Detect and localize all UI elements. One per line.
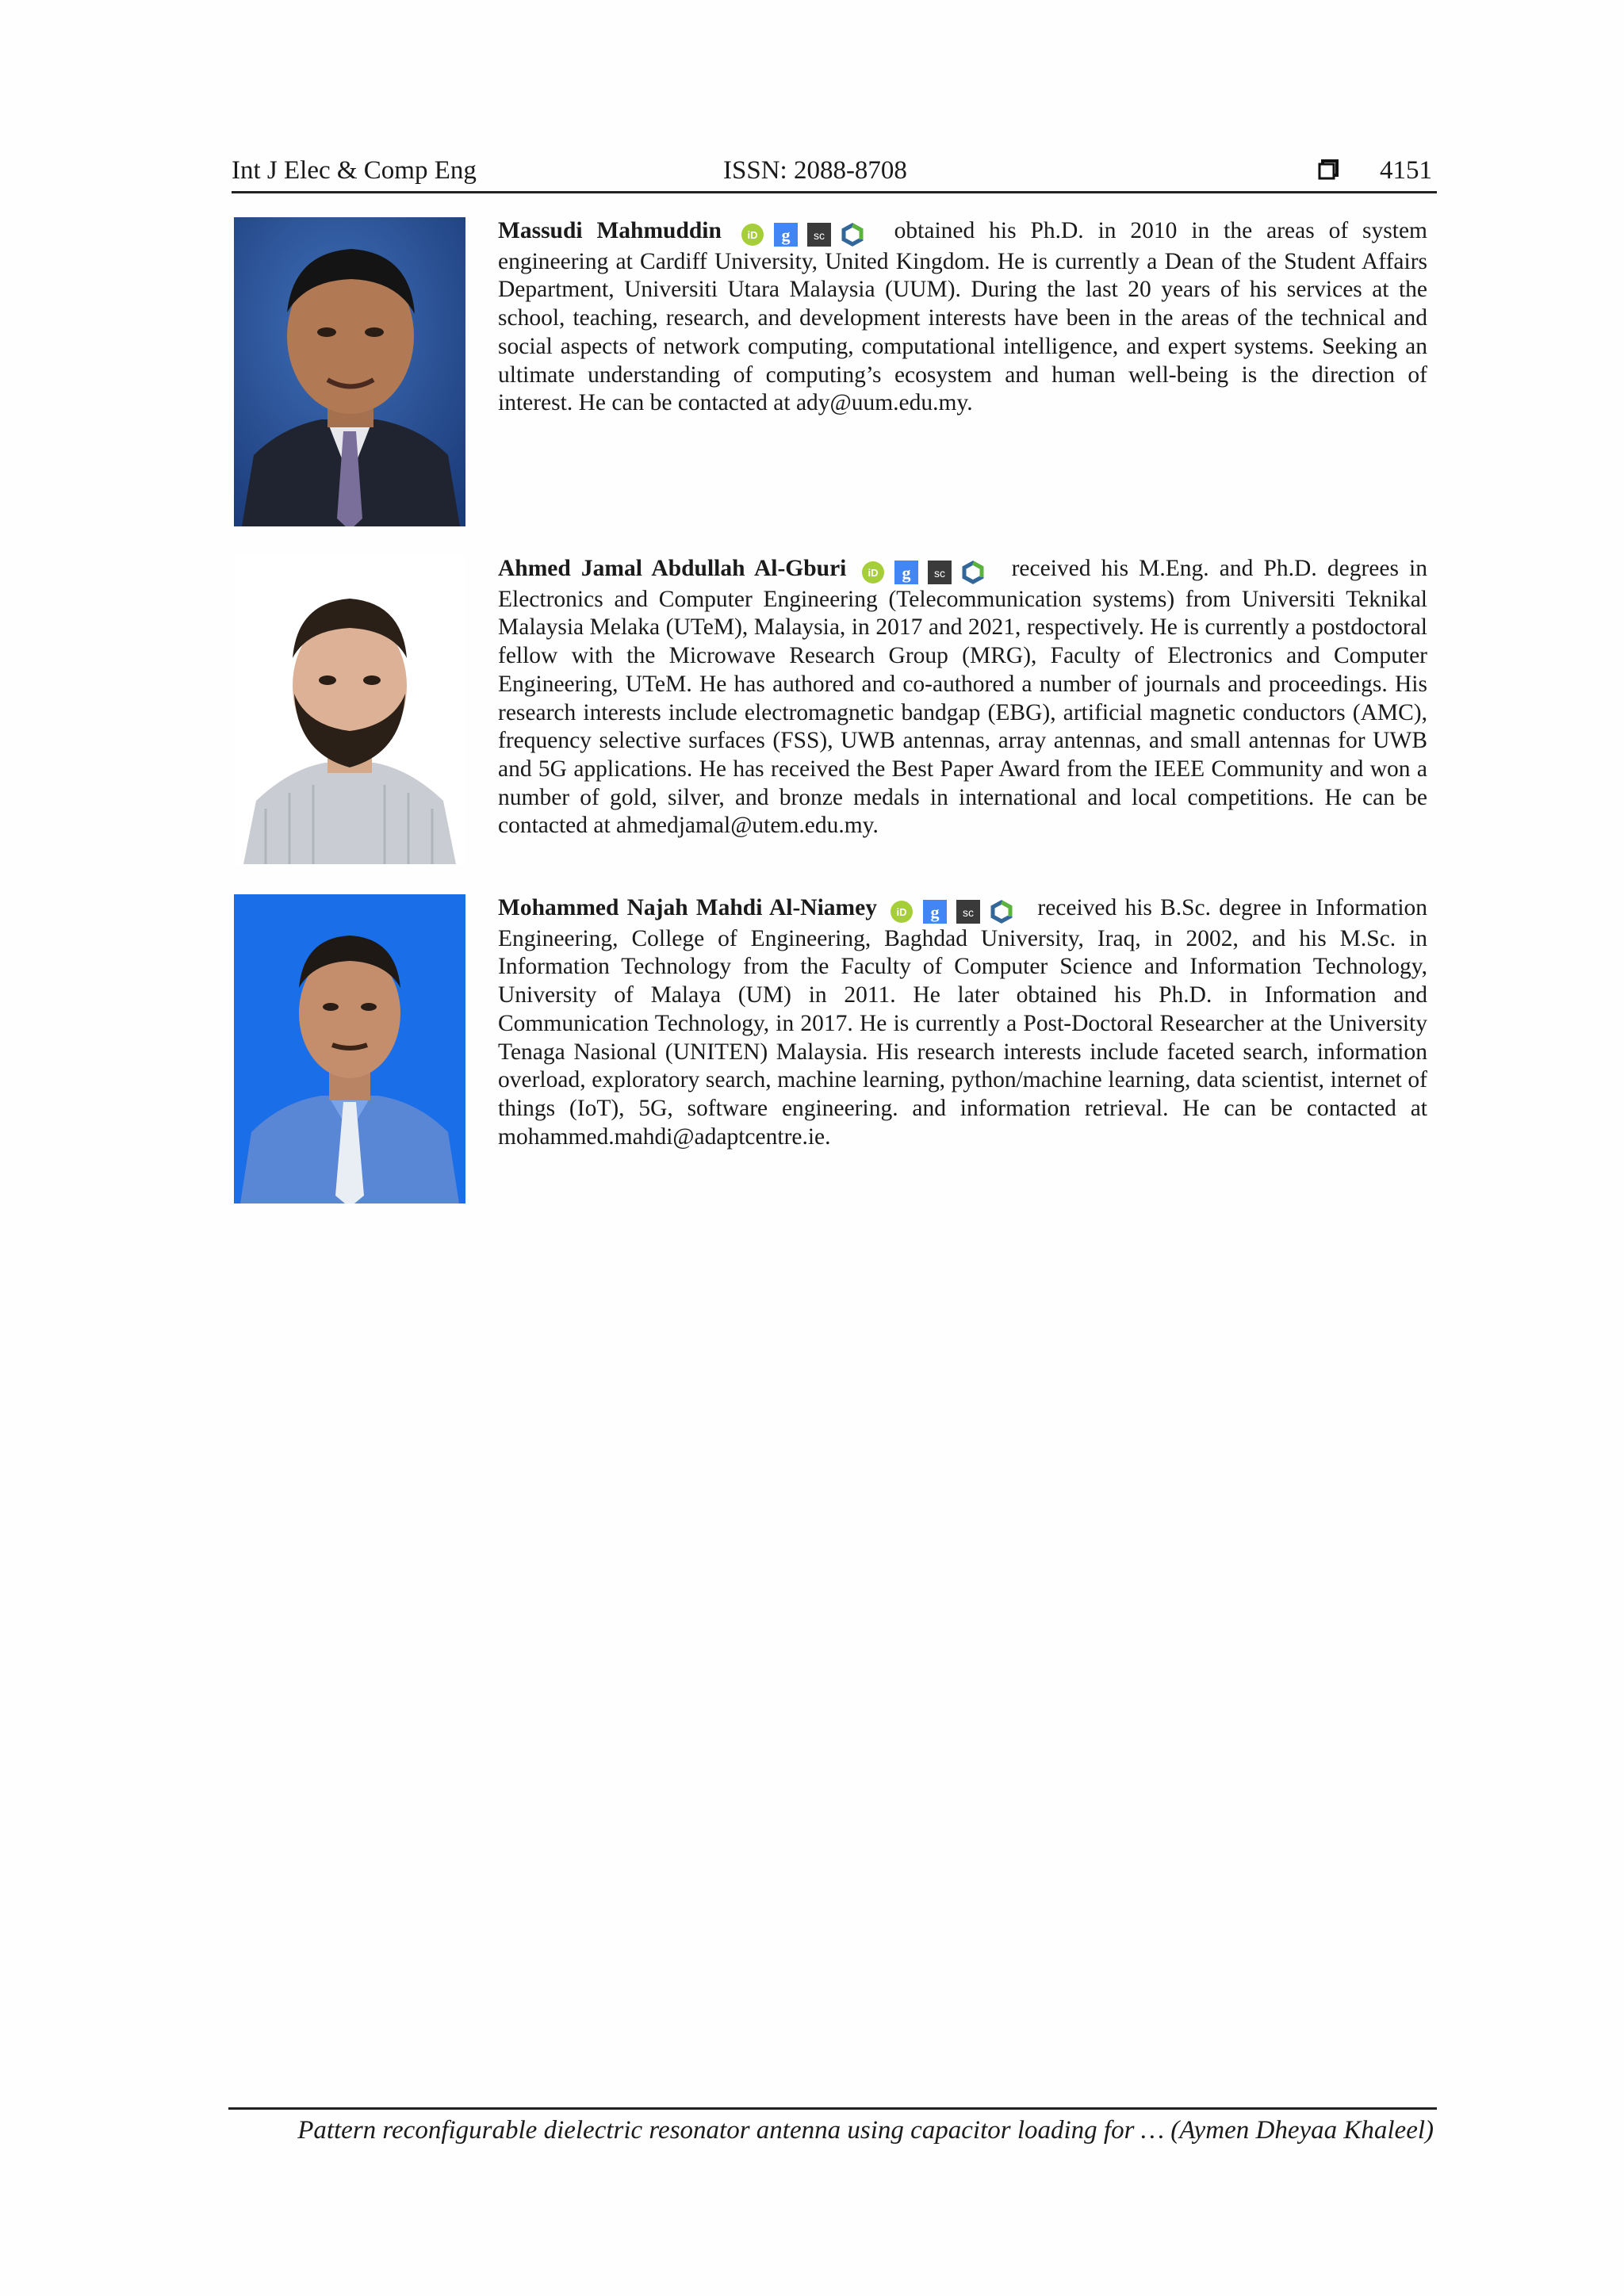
author-profile-icons	[861, 557, 994, 586]
orcid-icon[interactable]	[890, 900, 914, 924]
bio-text-1	[498, 217, 1427, 418]
scopus-icon[interactable]	[807, 223, 831, 247]
running-header	[232, 155, 1437, 193]
checkbox-square-icon	[1318, 158, 1340, 180]
author-photo-2	[234, 555, 465, 864]
scopus-icon[interactable]	[956, 900, 980, 924]
publons-icon[interactable]	[961, 561, 985, 584]
bio-description: obtained his Ph.D. in 2010 in the areas of system engineering at Cardiff University, United Kingdom. He is currently a Dean of the Student Affairs Department, Universiti Utara Malaysia (UUM). During the last 20 years of his services at the school, teaching, research, and development interests have been in the areas of the technical and social aspects of network computing, computational intelligence, and expert systems. Seeking an ultimate understanding of computing’s ecosystem and human well-being is the direction of interest. He can be contacted at ady@uum.edu.my.	[498, 218, 1427, 416]
svg-text:g: g	[930, 902, 940, 923]
publons-icon[interactable]	[990, 900, 1013, 924]
author-photo-3	[234, 894, 465, 1203]
bio-description: received his M.Eng. and Ph.D. degrees in Electronics and Computer Engineering (Telecommunication systems) from Universiti Teknikal Malaysia Melaka (UTeM), Malaysia, in 2017 and 2021, respectively. He is currently a postdoctoral fellow with the Microwave Research Group (MRG), Faculty of Electronics and Computer Engineering, UTeM. He has authored and co-authored a number of journals and proceedings. His research interests include electromagnetic bandgap (EBG), artificial magnetic conductors (AMC), frequency selective surfaces (FSS), UWB antennas, array antennas, and small antennas for UWB and 5G applications. He has received the Best Paper Award from the IEEE Community and won a number of gold, silver, and bronze medals in international and local competitions. He can be contacted at ahmedjamal@utem.edu.my.	[498, 556, 1427, 839]
svg-text:sc: sc	[963, 906, 975, 920]
svg-text:g: g	[781, 225, 791, 246]
author-profile-icons	[890, 897, 1023, 925]
orcid-icon[interactable]	[741, 223, 764, 247]
google-scholar-icon[interactable]	[894, 561, 918, 584]
journal-name: Int J Elec & Comp Eng	[232, 156, 477, 185]
svg-text:g: g	[902, 563, 911, 584]
svg-text:sc: sc	[934, 567, 946, 580]
running-footer	[228, 2107, 1437, 2145]
author-name: Massudi Mahmuddin	[498, 218, 722, 243]
author-name: Ahmed Jamal Abdullah Al-Gburi	[498, 556, 847, 581]
publons-icon[interactable]	[841, 223, 864, 247]
author-profile-icons	[741, 220, 874, 248]
author-name: Mohammed Najah Mahdi Al-Niamey	[498, 895, 877, 920]
svg-text:iD: iD	[896, 906, 907, 919]
bio-text-2	[498, 555, 1427, 840]
orcid-icon[interactable]	[861, 561, 885, 584]
google-scholar-icon[interactable]	[774, 223, 798, 247]
svg-text:iD: iD	[747, 229, 758, 242]
footer-title: Pattern reconfigurable dielectric resonator antenna using capacitor loading for … (Aymen Dheyaa Khaleel)	[297, 2116, 1434, 2145]
author-photo-1	[234, 217, 465, 526]
page-number: 4151	[1380, 156, 1432, 185]
bio-text-3	[498, 894, 1427, 1151]
google-scholar-icon[interactable]	[923, 900, 947, 924]
svg-text:sc: sc	[813, 229, 825, 243]
svg-text:iD: iD	[868, 567, 879, 580]
scopus-icon[interactable]	[928, 561, 952, 584]
issn: ISSN: 2088-8708	[723, 156, 907, 185]
bio-description: received his B.Sc. degree in Information Engineering, College of Engineering, Baghdad University, Iraq, in 2002, and his M.Sc. in Information Technology from the Faculty of Computer Science and Information Technology, University of Malaya (UM) in 2011. He later obtained his Ph.D. in Information and Communication Technology, in 2017. He is currently a Post-Doctoral Researcher at the University Tenaga Nasional (UNITEN) Malaysia. His research interests include faceted search, information overload, exploratory search, machine learning, python/machine learning, data scientist, internet of things (IoT), 5G, software engineering. and information retrieval. He can be contacted at mohammed.mahdi@adaptcentre.ie.	[498, 895, 1428, 1150]
